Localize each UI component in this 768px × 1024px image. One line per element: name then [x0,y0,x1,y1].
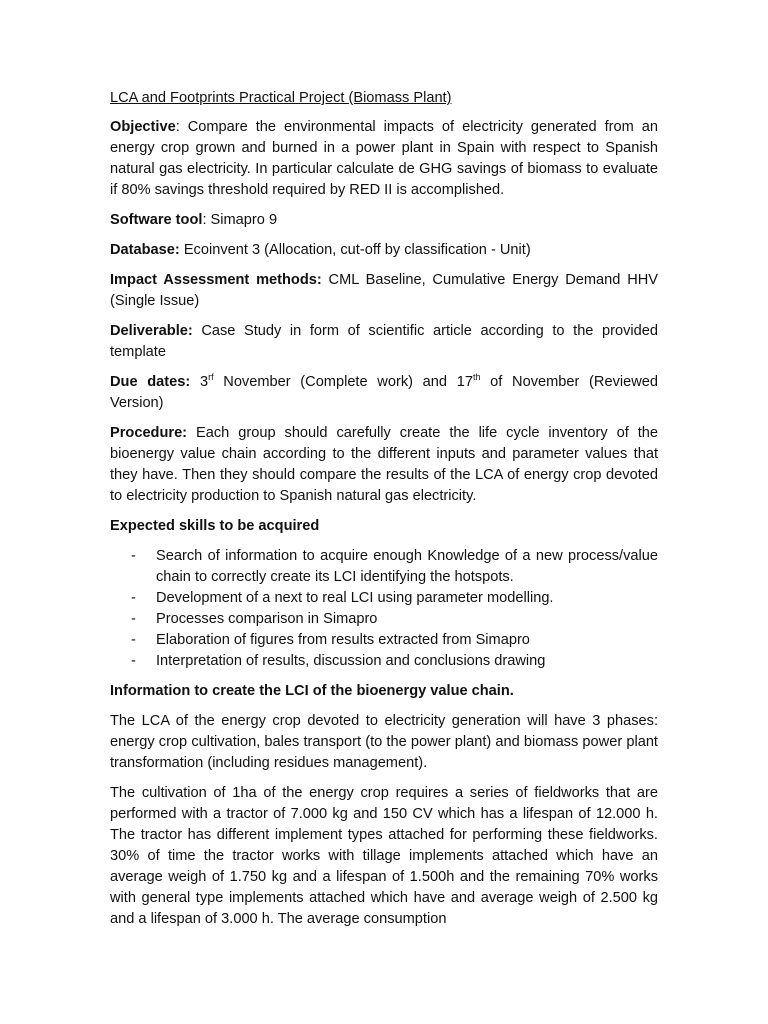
skills-heading: Expected skills to be acquired [110,518,320,534]
impact-text: CML Baseline, Cumulative Energy Demand HHV (Single Issue) [110,272,659,309]
objective-label: Objective [110,119,176,135]
objective-text: : Compare the environmental impacts of electricity generated from an energy crop grown and burned in a power plant in Spain with respect to Spanish natural gas electricity. In particular calculate de GHG savings of biomass to evaluate if 80% savings threshold required by RED II is accomplished. [110,119,658,198]
database-text: Ecoinvent 3 (Allocation, cut-off by classification - Unit) [179,242,531,258]
skill-item [110,609,658,630]
skill-item [110,651,658,672]
skill-text: Search of information to acquire enough Knowledge of a new process/value chain to correctly create its LCI identifying the hotspots. [156,548,658,585]
skill-text: Processes comparison in Simapro [156,611,378,627]
due-dates-label: Due dates: [110,374,191,390]
database-label: Database: [110,242,180,258]
impact-label: Impact Assessment methods: [110,272,322,288]
lci-heading: Information to create the LCI of the bioenergy value chain. [110,683,514,699]
procedure-label: Procedure: [110,425,188,441]
lca-phases-paragraph: The LCA of the energy crop devoted to electricity generation will have 3 phases: energy crop cultivation, bales transport (to the power plant) and biomass power plant transformation (including residues management). [110,713,658,771]
impact-paragraph [110,270,658,312]
software-label: Software tool [110,212,203,228]
bullet-dash: - [131,611,136,627]
database-paragraph [110,240,658,261]
cultivation-paragraph: The cultivation of 1ha of the energy crop requires a series of fieldworks that are performed with a tractor of 7.000 kg and 150 CV which has a lifespan of 12.000 h. The tractor has different implement types attached for performing these fieldworks. 30% of time the tractor works with tillage implements attached which have an average weigh of 1.750 kg and a lifespan of 1.500h and the remaining 70% works with general type implements attached which have and average weigh of 2.500 kg and a lifespan of 3.000 h. The average consumption [110,785,658,927]
skill-item [110,546,658,588]
due-date-end: of November (Reviewed Version) [110,374,658,411]
due-date-1-suffix: rf [208,372,214,383]
bullet-dash: - [131,590,136,606]
bullet-dash: - [131,632,136,648]
document-body [110,88,658,939]
procedure-text: Each group should carefully create the life cycle inventory of the bioenergy value chain according to the different inputs and parameter values that they have. Then they should compare the results of the LCA of energy crop devoted to electricity production to Spanish natural gas electricity. [110,425,658,504]
document-title: LCA and Footprints Practical Project (Biomass Plant) [110,90,452,106]
procedure-paragraph [110,423,658,507]
skill-text: Development of a next to real LCI using parameter modelling. [156,590,554,606]
due-date-mid: November (Complete work) and 17 [213,374,473,390]
software-paragraph [110,210,658,231]
skill-text: Elaboration of figures from results extracted from Simapro [156,632,530,648]
skills-list [110,546,658,672]
due-date-1: 3 [190,374,209,390]
deliverable-text: Case Study in form of scientific article according to the provided template [110,323,658,360]
bullet-dash: - [131,548,136,564]
objective-paragraph [110,117,658,201]
deliverable-label: Deliverable: [110,323,193,339]
due-date-2-suffix: th [472,372,481,383]
skill-item [110,630,658,651]
deliverable-paragraph [110,321,658,363]
software-text: : Simapro 9 [202,212,278,228]
skill-item [110,588,658,609]
due-dates-paragraph [110,372,658,414]
bullet-dash: - [131,653,136,669]
skill-text: Interpretation of results, discussion and conclusions drawing [156,653,546,669]
